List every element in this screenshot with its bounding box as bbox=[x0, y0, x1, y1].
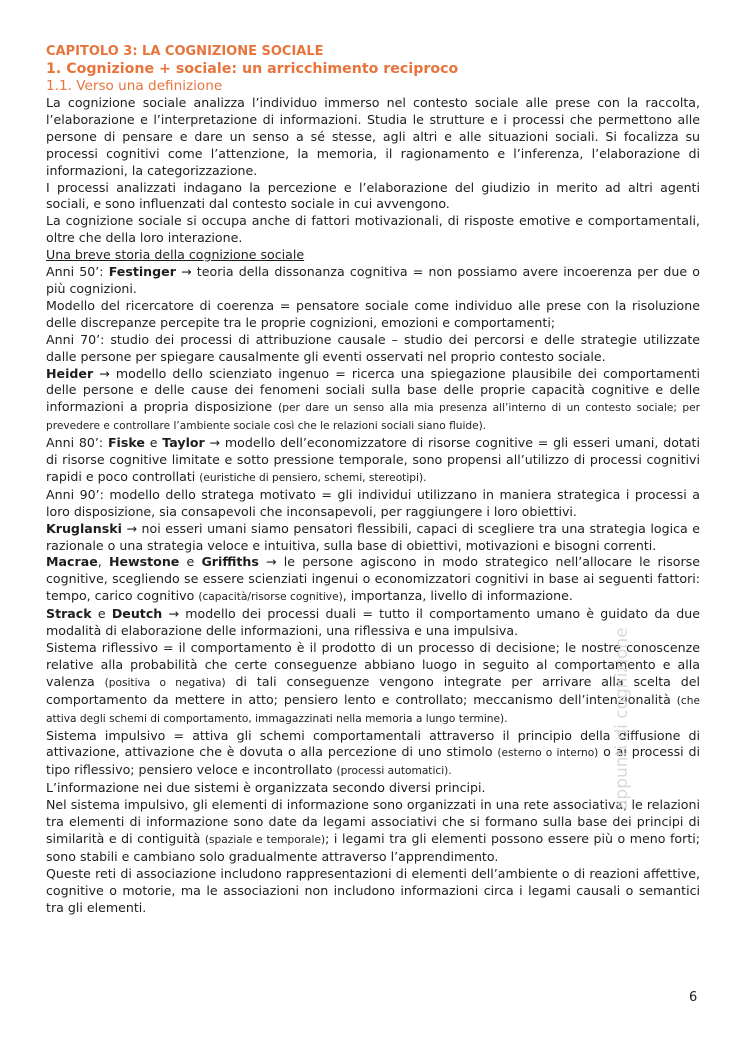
author-name: Hewstone bbox=[108, 554, 180, 570]
watermark: appunti di cognizione bbox=[612, 627, 632, 810]
subsection-title: 1.1. Verso una definizione bbox=[46, 78, 223, 94]
paragraph: Anni 90’: modello dello stratega motivato = gli individui utilizzano in maniera strategica i processi a loro disposizione, sia consapevoli che inconsapevoli, per raggiungere i loro obiettivi. bbox=[46, 486, 700, 519]
author-name: Festinger bbox=[108, 264, 176, 280]
paragraph-reflective-system: Sistema riflessivo = il comportamento è il prodotto di un processo di decisione; le nostre conoscenze relative alla probabilità che certe conseguenze abbiano luogo in seguito al comportamento e alla valenza (positiva o negativa) di tali conseguenze vengono integrate per arrivare alla scelta del comportamento da mettere in atto; pensiero lento e controllato; meccanismo dell’intenzionalità (che attiva degli schemi di comportamento, immagazzinati nella memoria a lungo termine). bbox=[46, 640, 700, 725]
document-page bbox=[46, 43, 700, 917]
paragraph: La cognizione sociale analizza l’individuo immerso nel contesto sociale alle prese con la raccolta, l’elaborazione e l’interpretazione di informazioni. Studia le strutture e i processi che permettono alle persone di pensare e dare un senso a sé stesse, agli altri e alle situazioni sociali. Si focalizza su processi cognitivi come l’attenzione, la memoria, il ragionamento e l’inferenza, l’elaborazione di informazioni, la categorizzazione. bbox=[46, 95, 700, 178]
paragraph-kruglanski: Kruglanski → noi esseri umani siamo pensatori flessibili, capaci di scegliere tra una strategia logica e razionale o una strategia veloce e intuitiva, sulla base di obiettivi, motivazioni e bisogni correnti. bbox=[46, 520, 700, 553]
paragraph-fiske-taylor: Anni 80’: Fiske e Taylor → modello dell’economizzatore di risorse cognitive = gli esseri umani, dotati di risorse cognitive limitate e sotto pressione temporale, sono propensi all’utilizzo di processi cognitivi rapidi e poco controllati (euristiche di pensiero, schemi, stereotipi). bbox=[46, 435, 700, 484]
author-name: Heider bbox=[46, 365, 94, 381]
author-name: Deutch bbox=[111, 606, 163, 622]
history-title: Una breve storia della cognizione sociale bbox=[46, 247, 305, 263]
paragraph: Modello del ricercatore di coerenza = pensatore sociale come individuo alle prese con la risoluzione delle discrepanze percepite tra le proprie cognizioni, emozioni e comportamenti; bbox=[46, 297, 700, 330]
author-name: Fiske bbox=[107, 435, 145, 451]
paragraph: Anni 70’: studio dei processi di attribuzione causale – studio dei percorsi e delle strategie utilizzate dalle persone per spiegare causalmente gli eventi osservati nel proprio contesto sociale. bbox=[46, 331, 700, 364]
author-name: Strack bbox=[46, 606, 92, 622]
paragraph: La cognizione sociale si occupa anche di fattori motivazionali, di risposte emotive e comportamentali, oltre che della loro interazione. bbox=[46, 213, 700, 246]
paragraph-macrae: Macrae, Hewstone e Griffiths → le persone agiscono in modo strategico nell’allocare le risorse cognitive, scegliendo se essere scienziati ingenui o economizzatori cognitivi in base ai seguenti fattori: tempo, carico cognitivo (capacità/risorse cognitive), importanza, livello di informazione. bbox=[46, 554, 700, 604]
page-number: 6 bbox=[689, 990, 698, 1005]
paragraph: L’informazione nei due sistemi è organizzata secondo diversi principi. bbox=[46, 780, 486, 796]
section-title: 1. Cognizione + sociale: un arricchimento reciproco bbox=[46, 61, 459, 77]
paragraph-festinger: Anni 50’: Festinger → teoria della dissonanza cognitiva = non possiamo avere incoerenza per due o più cognizioni. bbox=[46, 264, 700, 296]
paragraph-strack-deutch: Strack e Deutch → modello dei processi duali = tutto il comportamento umano è guidato da due modalità di elaborazione delle informazioni, una riflessiva e una impulsiva. bbox=[46, 606, 700, 639]
paragraph-associative-network: Nel sistema impulsivo, gli elementi di informazione sono organizzati in una rete associativa; le relazioni tra elementi di informazione sono date da legami associativi che si formano sulla base dei principi di similarità e di contiguità (spaziale e temporale); i legami tra gli elementi possono essere più o meno forti; sono stabili e cambiano solo gradualmente attraverso l’apprendimento. bbox=[46, 797, 700, 864]
paragraph-impulsive-system: Sistema impulsivo = attiva gli schemi comportamentali attraverso il principio della diffusione di attivazione, attivazione che è dovuta o alla percezione di uno stimolo (esterno o interno) o ai processi di tipo riflessivo; pensiero veloce e incontrollato (processi automatici). bbox=[46, 727, 700, 778]
chapter-title: CAPITOLO 3: LA COGNIZIONE SOCIALE bbox=[46, 44, 324, 59]
author-name: Macrae bbox=[46, 554, 98, 570]
author-name: Kruglanski bbox=[46, 520, 122, 536]
paragraph-heider: Heider → modello dello scienziato ingenuo = ricerca una spiegazione plausibile dei comportamenti delle persone e delle cause dei fenomeni sociali sulla base delle proprie capacità cognitive e delle informazioni a propria disposizione (per dare un senso alla mia presenza all’interno di un contesto sociale; per prevedere e controllare l’ambiente sociale così che le relazioni sociali siano fluide). bbox=[46, 365, 700, 433]
paragraph: Queste reti di associazione includono rappresentazioni di elementi dell’ambiente o di reazioni affettive, cognitive o motorie, ma le associazioni non includono informazioni circa i legami causali o semantici tra gli elementi. bbox=[46, 865, 700, 915]
author-name: Griffiths bbox=[201, 554, 259, 570]
author-name: Taylor bbox=[162, 435, 205, 451]
paragraph: I processi analizzati indagano la percezione e l’elaborazione del giudizio in merito ad altri agenti sociali, e sono influenzati dal contesto sociale in cui avvengono. bbox=[46, 179, 700, 212]
